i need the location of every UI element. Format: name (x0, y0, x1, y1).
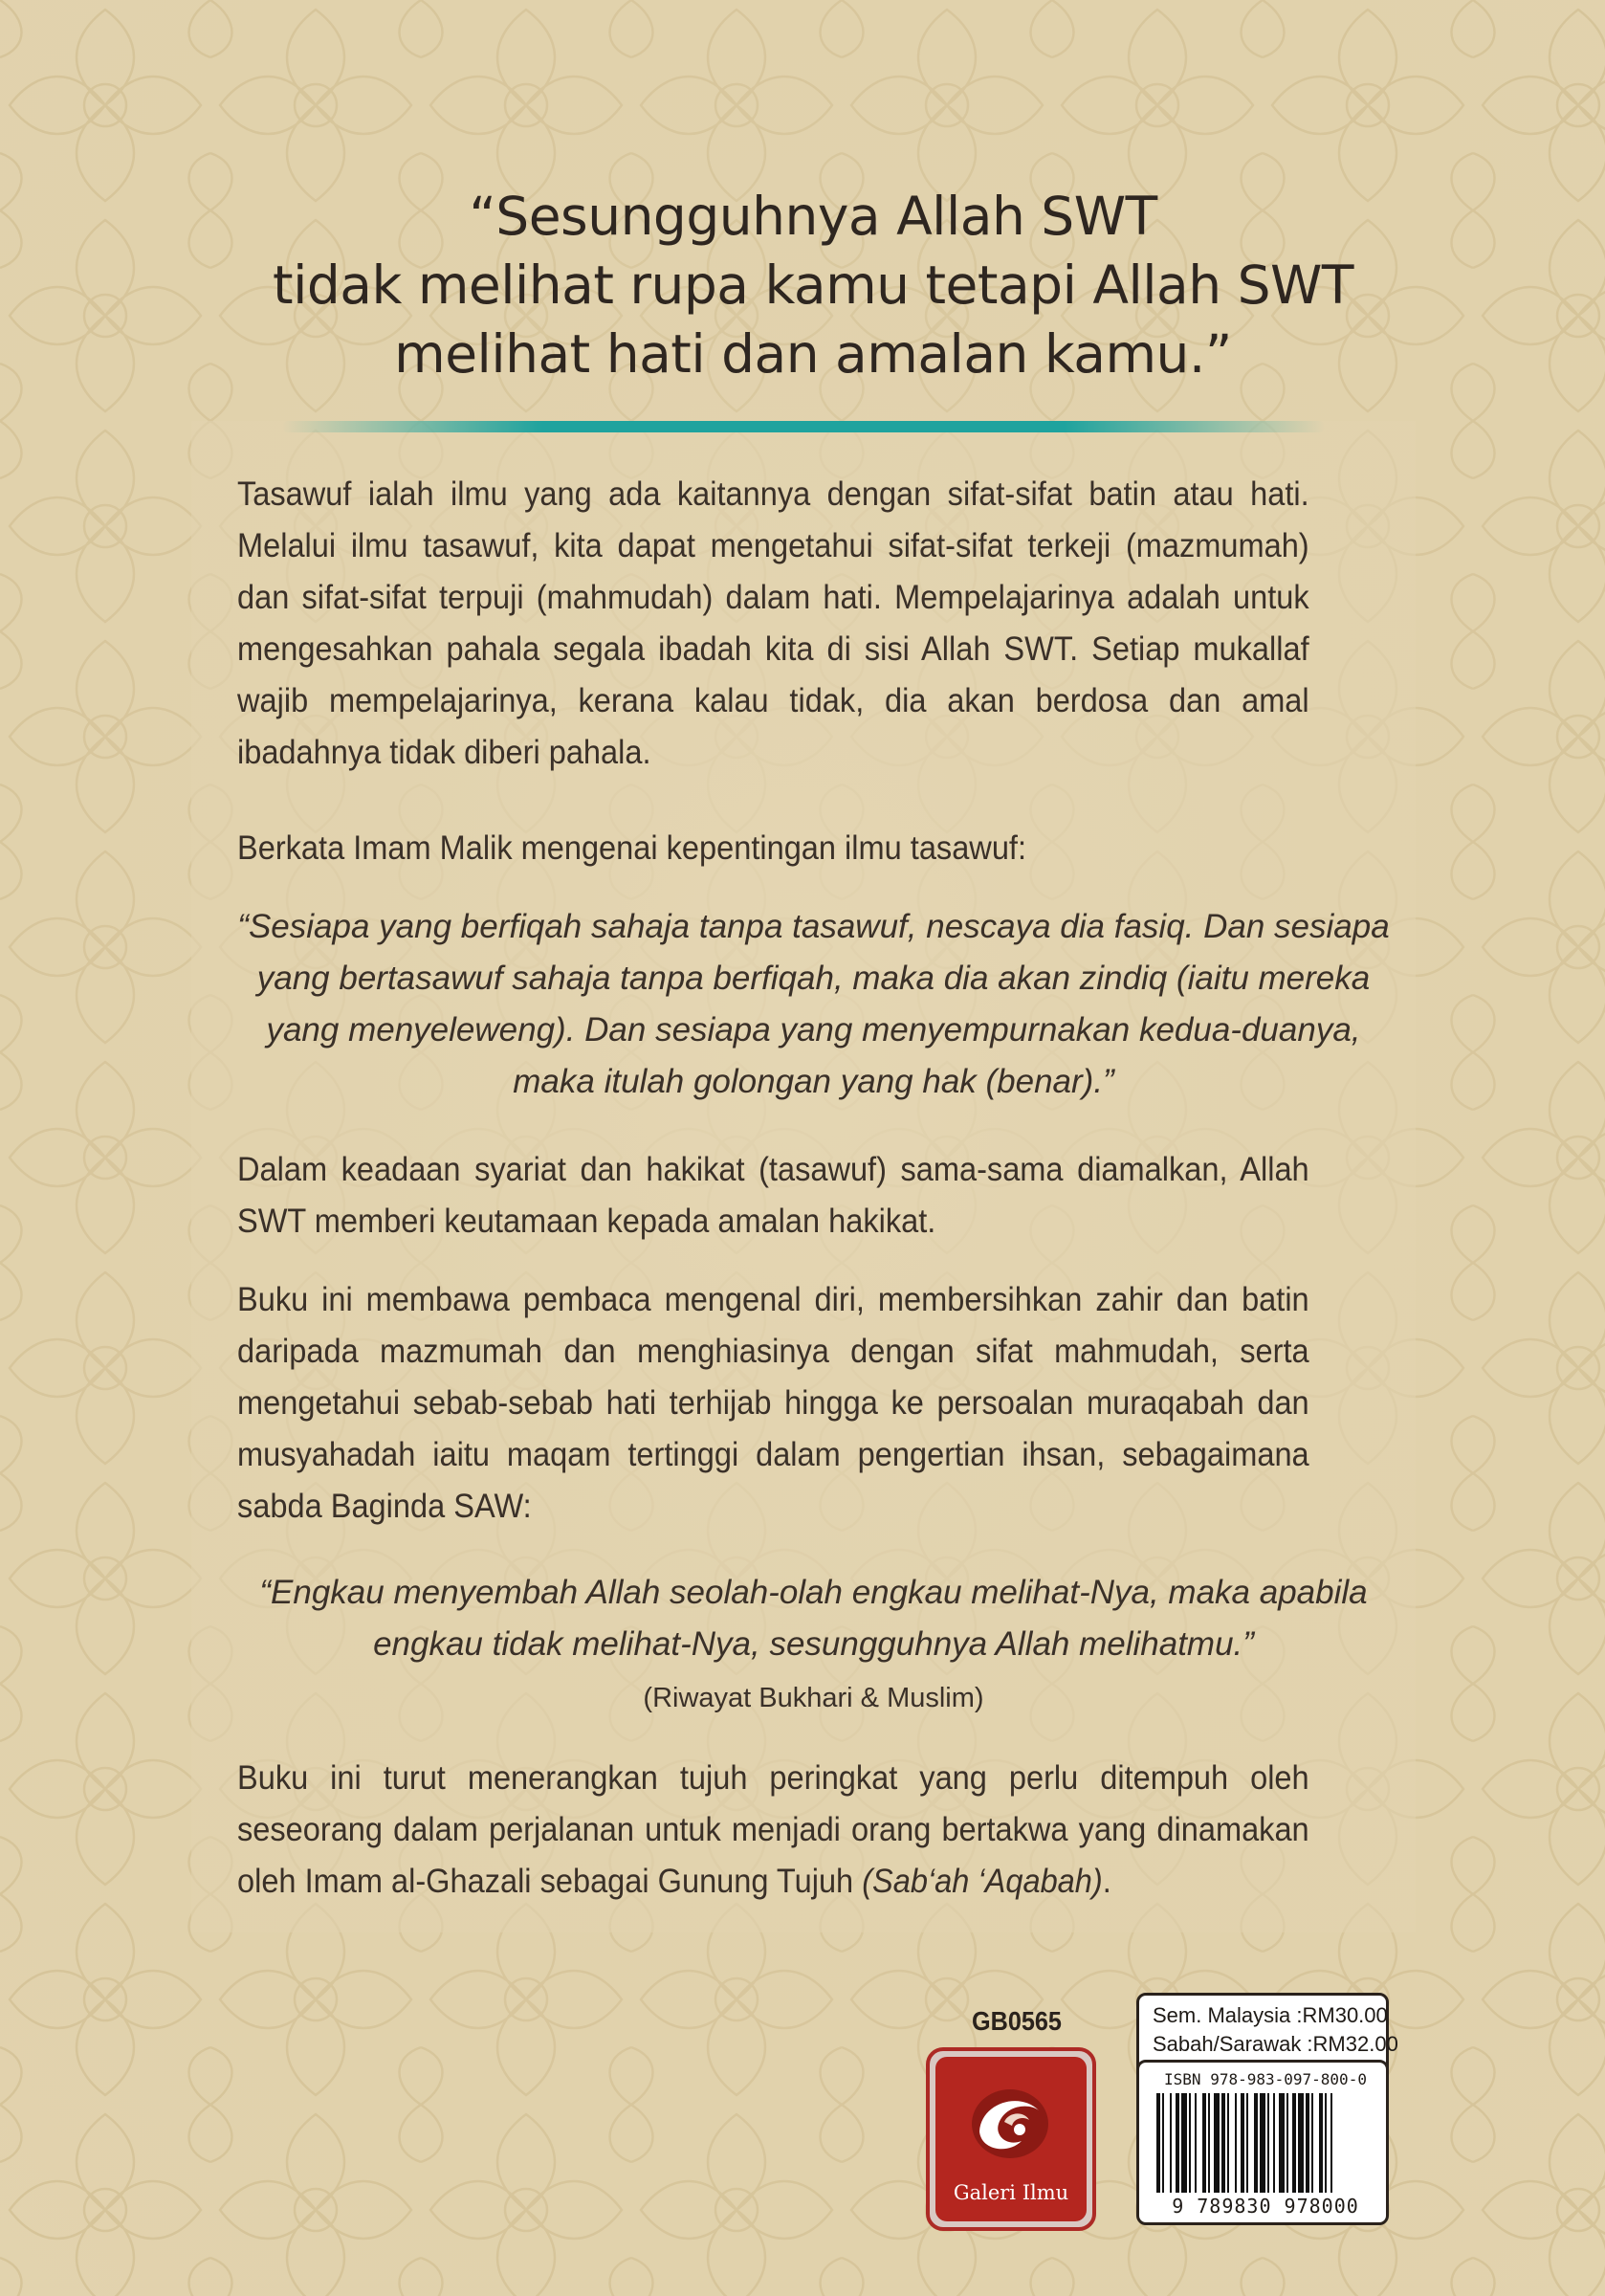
barcode-icon (1156, 2093, 1373, 2193)
price-label-sabah-sarawak: Sabah/Sarawak : (1153, 2032, 1313, 2056)
imam-malik-intro-paragraph: Berkata Imam Malik mengenai kepentingan ilmu tasawuf: (237, 829, 1027, 867)
sabah-aqabah-term: (Sab‘ah ‘Aqabah) (862, 1863, 1103, 1900)
hadith-source: (Riwayat Bukhari & Muslim) (643, 1683, 984, 1713)
price-row-sabah-sarawak (1153, 2030, 1398, 2059)
seven-stages-paragraph (237, 1753, 1309, 1908)
price-label-malaysia: Sem. Malaysia : (1153, 2003, 1303, 2027)
price-value-malaysia: RM30.00 (1302, 2003, 1388, 2027)
imam-malik-quote: “Sesiapa yang berfiqah sahaja tanpa tasawuf, nescaya dia fasiq. Dan sesiapa yang bertasawuf sahaja tanpa berfiqah, maka dia akan zindiq (iaitu mereka yang menyeleweng). Dan sesiapa yang menyempurnakan kedua-duanya, maka itulah golongan yang hak (benar).” (237, 908, 1390, 1100)
price-row-malaysia (1153, 2001, 1388, 2030)
intro-paragraph: Tasawuf ialah ilmu yang ada kaitannya dengan sifat-sifat batin atau hati. Melalui ilmu tasawuf, kita dapat mengetahui sifat-sifat terkeji (mazmumah) dan sifat-sifat terpuji (mahmudah) dalam hati. Mempelajarinya adalah untuk mengesahkan pahala segala ibadah kita di sisi Allah SWT. Setiap mukallaf wajib mempelajarinya, kerana kalau tidak, dia akan berdosa dan amal ibadahnya tidak diberi pahala. (237, 475, 1309, 771)
headline-quote (191, 182, 1435, 388)
price-value-sabah-sarawak: RM32.00 (1312, 2032, 1398, 2056)
publisher-name: Galeri Ilmu (953, 2181, 1069, 2204)
barcode-box (1136, 2060, 1389, 2225)
headline-line-2: tidak melihat rupa kamu tetapi Allah SWT (273, 254, 1353, 316)
syariat-paragraph: Dalam keadaan syariat dan hakikat (tasawuf) sama-sama diamalkan, Allah SWT memberi keutamaan kepada amalan hakikat. (237, 1151, 1309, 1240)
seven-stages-main-text: Buku ini turut menerangkan tujuh peringkat yang perlu ditempuh oleh seseorang dalam perjalanan untuk menjadi orang bertakwa yang dinamakan oleh Imam al-Ghazali sebagai Gunung Tujuh (237, 1759, 1309, 1900)
barcode-digits: 9 789830 978000 (1172, 2195, 1359, 2218)
product-code: GB0565 (972, 2006, 1062, 2036)
book-description-paragraph: Buku ini membawa pembaca mengenal diri, membersihkan zahir dan batin daripada mazmumah dan menghiasinya dengan sifat mahmudah, serta mengetahui sebab-sebab hati terhijab hingga ke persoalan muraqabah dan musyahadah iaitu maqam tertinggi dalam pengertian ihsan, sebagaimana sabda Baginda SAW: (237, 1281, 1309, 1525)
headline-line-1: “Sesungguhnya Allah SWT (469, 186, 1157, 247)
teal-divider (282, 421, 1325, 432)
swirl-emblem-icon (962, 2074, 1058, 2170)
headline-line-3: melihat hati dan amalan kamu.” (394, 323, 1232, 385)
publisher-logo (926, 2047, 1096, 2231)
seven-stages-period: . (1102, 1863, 1111, 1900)
logo-red-panel (935, 2057, 1087, 2221)
isbn-label: ISBN 978-983-097-800-0 (1164, 2070, 1367, 2088)
hadith-quote: “Engkau menyembah Allah seolah-olah engkau melihat-Nya, maka apabila engkau tidak melihat-Nya, sesungguhnya Allah melihatmu.” (259, 1574, 1368, 1663)
